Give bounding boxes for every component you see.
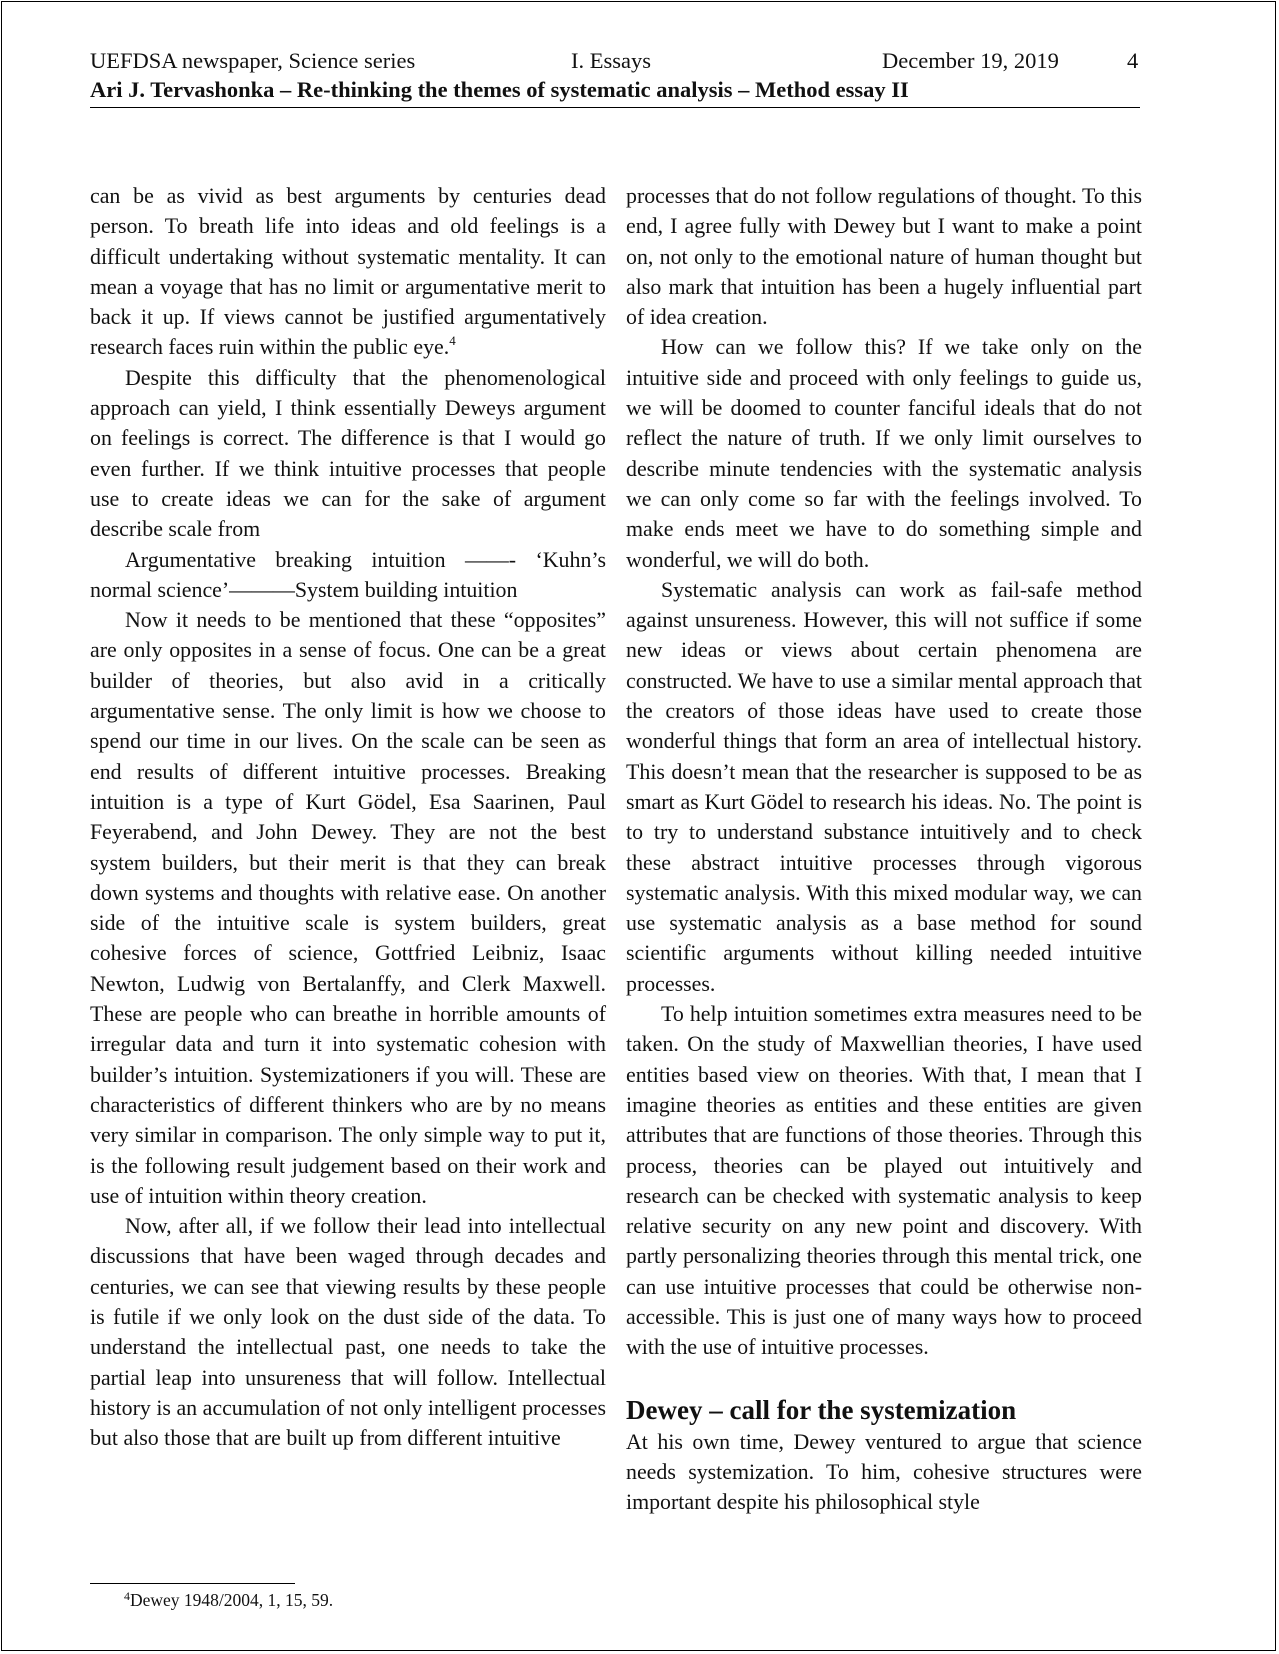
running-header-section: I. Essays [571,48,651,73]
footnote-rule [90,1583,295,1584]
paragraph [90,181,606,363]
paragraph: Now, after all, if we follow their lead into intellectual discussions that have been waged through decades and centuries, we can see that viewing results by these people is futile if we only look on the dust side of the data. To understand the intellectual past, one needs to take the partial leap into unsureness that will follow. Intellectual history is an accumulation of not only intelligent processes but also those that are built up from different intuitive [90,1213,606,1451]
section-heading: Dewey – call for the systemization [626,1394,1017,1425]
right-column [626,181,1142,1517]
paragraph: Systematic analysis can work as fail-safe method against unsureness. However, this will not suffice if some new ideas or views about certain phenomena are constructed. We have to use a similar mental approach that the creators of those ideas have used to create those wonderful things that form an area of intellectual history. This doesn’t mean that the researcher is supposed to be as smart as Kurt Gödel to research his ideas. No. The point is to try to understand substance intuitively and to check these abstract intuitive processes through vigorous systematic analysis. With this mixed modular way, we can use systematic analysis as a base method for sound scientific arguments without killing needed intuitive processes. [626,576,1142,996]
running-header-title: Ari J. Tervashonka – Re-thinking the themes of systematic analysis – Method essay II [90,77,909,102]
paragraph-text: can be as vivid as best arguments by centuries dead person. To breath life into ideas and old feelings is a difficult undertaking without systematic mentality. It can mean a voyage that has no limit or argumentative merit to back it up. If views cannot be justified argumentatively research faces ruin within the public eye. [90,183,606,360]
left-column [90,181,606,1453]
paragraph: How can we follow this? If we take only on the intuitive side and proceed with only feelings to guide us, we will be doomed to counter fanciful ideals that do not reflect the nature of truth. If we only limit ourselves to describe minute tendencies with the systematic analysis we can only come so far with the feelings involved. To make ends meet we have to do something simple and wonderful, we will do both. [626,334,1142,572]
running-header-series: UEFDSA newspaper, Science series [90,48,416,73]
page-number: 4 [1127,48,1139,73]
paragraph: Despite this difficulty that the phenomenological approach can yield, I think essentially Deweys argument on feelings is correct. The difference is that I would go even further. If we think intuitive processes that people use to create ideas we can for the sake of argument describe scale from [90,364,606,542]
footnote [124,1589,333,1611]
scale-line: Argumentative breaking intuition ——- ‘Kuhn’s normal science’———System building intuition [90,546,606,602]
footnote-mark: 4 [124,1589,130,1603]
paragraph: At his own time, Dewey ventured to argue that science needs systemization. To him, cohesive structures were important despite his philosophical style [626,1428,1142,1515]
paragraph: Now it needs to be mentioned that these “opposites” are only opposites in a sense of focus. One can be a great builder of theories, but also avid in a critically argumentative sense. The only limit is how we choose to spend our time in our lives. On the scale can be seen as end results of different intuitive processes. Breaking intuition is a type of Kurt Gödel, Esa Saarinen, Paul Feyerabend, and John Dewey. They are not the best system builders, but their merit is that they can break down systems and thoughts with relative ease. On another side of the intuitive scale is system builders, great cohesive forces of science, Gottfried Leibniz, Isaac Newton, Ludwig von Bertalanffy, and Clerk Maxwell. These are people who can breathe in horrible amounts of irregular data and turn it into systematic cohesion with builder’s intuition. Systemizationers if you will. These are characteristics of different thinkers who are by no means very similar in comparison. The only simple way to put it, is the following result judgement based on their work and use of intuition within theory creation. [90,607,606,1208]
paragraph: To help intuition sometimes extra measures need to be taken. On the study of Maxwellian theories, I have used entities based view on theories. With that, I mean that I imagine theories as entities and these entities are given attributes that are functions of those theories. Through this process, theories can be played out intuitively and research can be checked with systematic analysis to keep relative security on any new point and discovery. With partly personalizing theories through this mental trick, one can use intuitive processes that could be otherwise non-accessible. This is just one of many ways how to proceed with the use of intuitive processes. [626,1001,1142,1360]
header-rule [90,107,1140,108]
paragraph: processes that do not follow regulations of thought. To this end, I agree fully with Dewey but I want to make a point on, not only to the emotional nature of human thought but also mark that intuition has been a hugely influential part of idea creation. [626,183,1142,330]
footnote-reference: 4 [449,333,456,349]
running-header-date: December 19, 2019 [882,48,1059,73]
footnote-text: Dewey 1948/2004, 1, 15, 59. [130,1590,334,1610]
